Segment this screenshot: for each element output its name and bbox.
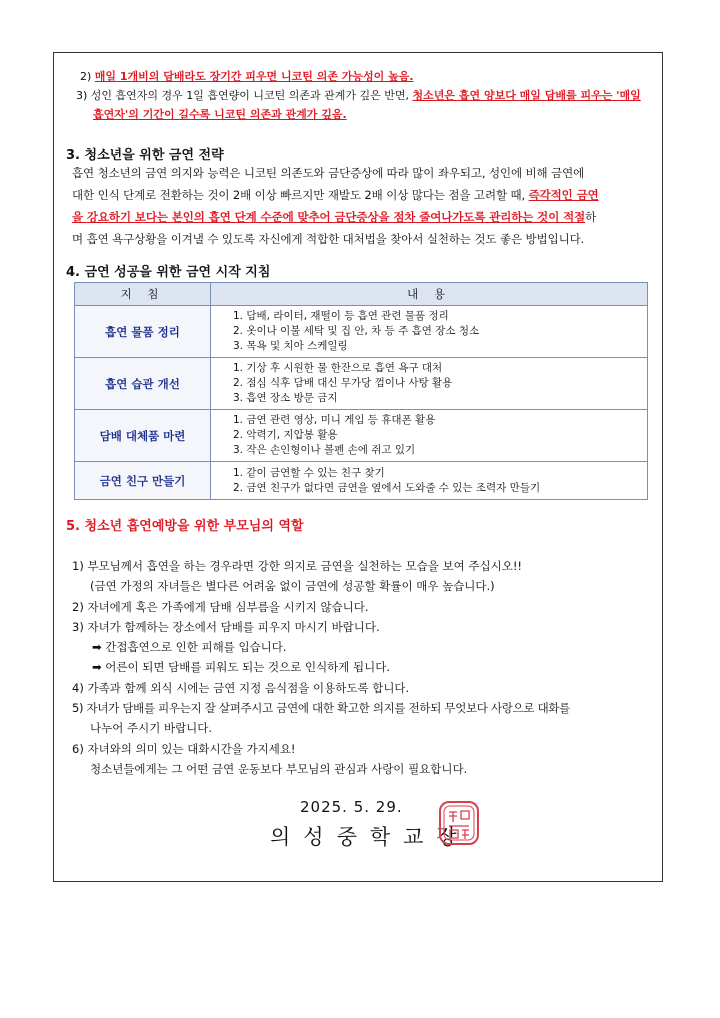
row-item: 1. 같이 금연할 수 있는 친구 찾기	[233, 466, 385, 479]
row-label: 금연 친구 만들기	[75, 462, 211, 500]
section-3-line-3	[72, 206, 662, 228]
row-item: 2. 악력기, 지압봉 활용	[233, 429, 338, 441]
row-items	[211, 306, 648, 358]
row-item: 3. 작은 손인형이나 볼펜 손에 쥐고 있기	[233, 444, 416, 456]
section-3-line-4: 며 흡연 욕구상황을 이겨낼 수 있도록 자신에게 적합한 대처법을 찾아서 실천하는 것도 좋은 방법입니다.	[72, 232, 585, 246]
table-row	[75, 358, 648, 410]
row-item: 3. 목욕 및 치아 스케일링	[233, 340, 348, 352]
list-item: 4) 가족과 함께 외식 시에는 금연 지정 음식점을 이용하도록 합니다.	[72, 680, 410, 695]
list-item: 청소년들에게는 그 어떤 금연 운동보다 부모님의 관심과 사랑이 필요합니다.	[90, 761, 468, 776]
table-row	[75, 410, 648, 462]
list-item: ➡ 간접흡연으로 인한 피해를 입습니다.	[92, 640, 287, 655]
column-header-guide: 지 침	[75, 283, 211, 306]
row-items	[211, 410, 648, 462]
row-item: 2. 옷이나 이불 세탁 및 집 안, 차 등 주 흡연 장소 청소	[233, 325, 480, 337]
row-item: 1. 담배, 라이터, 재떨이 등 흡연 관련 물품 정리	[233, 310, 449, 322]
section-3-line-2	[72, 184, 662, 206]
row-item: 1. 기상 후 시원한 물 한잔으로 흡연 욕구 대처	[233, 362, 443, 374]
row-item: 2. 점심 식후 담배 대신 무가당 껌이나 사탕 활용	[233, 377, 453, 389]
section-3-line-1: 흡연 청소년의 금연 의지와 능력은 니코틴 의존도와 금단증상에 따라 많이 좌우되고, 성인에 비해 금연에	[72, 166, 585, 180]
issue-date: 2025. 5. 29.	[300, 798, 403, 816]
principal-signature: 의성중학교장	[270, 825, 470, 849]
row-label: 흡연 습관 개선	[75, 358, 211, 410]
note-2-text: 매일 1개비의 담배라도 장기간 피우면 니코틴 의존 가능성이 높음.	[94, 70, 414, 83]
list-item: 나누어 주시기 바랍니다.	[90, 721, 213, 736]
section-4-title: 4. 금연 성공을 위한 금연 시작 지침	[66, 265, 271, 280]
row-label: 담배 대체품 마련	[75, 410, 211, 462]
official-seal-icon	[438, 800, 480, 846]
list-item: (금연 가정의 자녀들은 별다른 어려움 없이 금연에 성공할 확률이 매우 높습니다.)	[90, 579, 495, 594]
row-item: 2. 금연 친구가 없다면 금연을 옆에서 도와줄 수 있는 조력자 만들기	[233, 481, 541, 494]
row-item: 3. 흡연 장소 방문 금지	[233, 392, 338, 404]
note-3-text: 성인 흡연자의 경우 1일 흡연량이 니코틴 의존과 관계가 깊은 반면,	[90, 89, 410, 102]
row-item: 1. 금연 관련 영상, 미니 게임 등 휴대폰 활용	[233, 414, 436, 426]
row-label: 흡연 물품 정리	[75, 306, 211, 358]
column-header-content: 내 용	[211, 283, 648, 306]
list-item: ➡ 어른이 되면 담배를 피워도 되는 것으로 인식하게 됩니다.	[92, 660, 391, 675]
note-2-number: 2)	[80, 70, 92, 83]
row-items	[211, 358, 648, 410]
note-3-red-text-2: 흡연자'의 기간이 길수록 니코틴 의존과 관계가 깊음.	[93, 108, 347, 121]
note-3	[76, 86, 666, 124]
section-3-line-2-text: 대한 인식 단계로 전환하는 것이 2배 이상 빠르지만 재발도 2배 이상 많다는 점을 고려할 때,	[72, 188, 526, 202]
note-3-number: 3)	[76, 89, 88, 102]
list-item: 6) 자녀와의 의미 있는 대화시간을 가지세요!	[72, 741, 296, 756]
section-3-title: 3. 청소년을 위한 금연 전략	[66, 148, 224, 163]
parent-role-list	[72, 556, 662, 779]
section-3-line-2-red: 즉각적인 금연	[528, 188, 599, 202]
list-item: 5) 자녀가 담배를 피우는지 잘 살펴주시고 금연에 대한 확고한 의지를 전하되 무엇보다 사랑으로 대화를	[72, 701, 570, 716]
row-items	[211, 462, 648, 500]
list-item: 3) 자녀가 함께하는 장소에서 담배를 피우지 마시기 바랍니다.	[72, 619, 380, 634]
table-row	[75, 306, 648, 358]
section-3-line-3-red: 을 강요하기 보다는 본인의 흡연 단계 수준에 맞추어 금단증상을 점차 줄여나가도록 관리하는 것이 적절	[72, 210, 586, 224]
section-3-line-3-text: 하	[585, 210, 597, 224]
guide-table	[74, 282, 648, 500]
table-row	[75, 462, 648, 500]
list-item: 2) 자녀에게 혹은 가족에게 담배 심부름을 시키지 않습니다.	[72, 599, 369, 614]
table-header-row	[75, 283, 648, 306]
section-5-title: 5. 청소년 흡연예방을 위한 부모님의 역할	[66, 519, 304, 534]
note-3-red-text-1: 청소년은 흡연 양보다 매일 담배를 피우는 '매일	[412, 89, 641, 102]
section-3-body	[72, 162, 662, 250]
note-2	[80, 67, 414, 86]
list-item: 1) 부모님께서 흡연을 하는 경우라면 강한 의지로 금연을 실천하는 모습을 보여 주십시오!!	[72, 559, 523, 573]
